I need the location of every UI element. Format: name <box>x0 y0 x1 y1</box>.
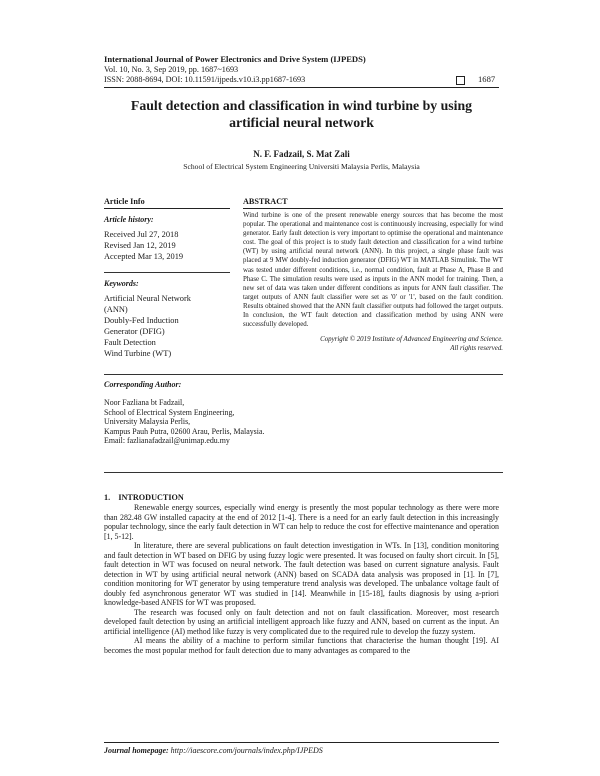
paper-title: Fault detection and classification in wind turbine by using artificial neural network <box>130 98 473 130</box>
history-accepted: Accepted Mar 13, 2019 <box>104 252 184 261</box>
abstract-text: Wind turbine is one of the present renewable energy sources that has become the most popular. The operational and maintenance cost is continuously increasing, especially for wind generator. Early fault detection is very important to optimise the operational and maintenance cost. The goal of this project is to study fault detection and classification for a wind turbine (WT) by using artificial neural network (ANN). In this project, a single phase fault was placed at 9 MW doubly-fed induction generator (DFIG) WT in MATLAB Simulink. The WT was tested under different conditions, i.e., normal condition, fault at Phase A, Phase B and Phase C. The simulation results were used as inputs in the ANN model for training. Then, a new set of data was taken under different conditions as inputs for ANN fault classifier. The target outputs of ANN fault classifier were set as '0' or '1', based on the fault condition. Results obtained showed that the ANN fault classifier outputs had followed the target outputs. In conclusion, the WT fault detection and classification method by using ANN were successfully developed. <box>243 212 503 329</box>
homepage-link[interactable]: http://iaescore.com/journals/index.php/IJPEDS <box>170 746 323 755</box>
rights-line: All rights reserved. <box>450 345 503 353</box>
intro-paragraph: In literature, there are several publications on fault detection investigation in WTs. In [13], condition monitoring and fault detection in WT based on DFIG by using fuzzy logic were presented. It was focused on faulty short circuit. In [5], fault detection in WT was focused on neural network. The fault detection was based on current signature analysis. Fault detection in WT by using artificial neural network (ANN) based on SCADA data analysis was proposed in [1]. In [7], condition monitoring for WT generator by using temperature trend analysis was developed. The unbalance voltage fault of doubly fed asynchronous generator WT was studied in [14]. Meanwhile in [15-18], faults diagnosis by using a-priori knowledge-based ANFIS for WT was proposed. <box>104 541 499 607</box>
footer-divider <box>104 742 499 743</box>
journal-volume: Vol. 10, No. 3, Sep 2019, pp. 1687~1693 <box>104 65 239 74</box>
corresponding-author-block <box>104 398 404 446</box>
keywords-label: Keywords: <box>104 279 139 288</box>
homepage-label: Journal homepage: <box>104 746 169 755</box>
copyright-line: Copyright © 2019 Institute of Advanced Engineering and Science. <box>320 336 503 343</box>
abstract-rule <box>243 208 503 209</box>
header-divider <box>104 87 499 88</box>
paper-authors: N. F. Fadzail, S. Mat Zali <box>253 149 350 159</box>
journal-homepage <box>104 746 323 755</box>
intro-paragraph: The research was focused only on fault detection and not on fault classification. Moreover, most research developed fault detection by using an artificial intelligent approach like fuzzy and ANN, based on current as the input. An artificial intelligence (AI) method like fuzzy is very complicated due to the required rule to develop the fuzzy system. <box>104 607 499 636</box>
keyword-line: Doubly-Fed Induction <box>104 316 179 325</box>
corresponding-top-rule <box>104 374 503 375</box>
article-history-list <box>104 229 183 262</box>
intro-paragraph: Renewable energy sources, especially wind energy is presently the most popular technology as there were more than 282.48 GW installed capacity at the end of 2012 [1-4]. There is a need for an early fault detection in this increasingly popular technology, since the early fault detection in WT can help to reduce the cost for effective maintenance and operation [1, 5-12]. <box>104 503 499 541</box>
keyword-line: Wind Turbine (WT) <box>104 349 172 358</box>
intro-paragraph: AI means the ability of a machine to perform similar functions that characterise the human thought [19]. AI becomes the most popular method for fault detection due to many advantages as compared to the <box>104 636 499 655</box>
introduction-heading: 1. INTRODUCTION <box>104 493 184 502</box>
corresponding-school: School of Electrical System Engineering, <box>104 407 235 417</box>
history-rule <box>104 272 230 273</box>
article-history-label: Article history: <box>104 215 154 224</box>
keyword-line: Artificial Neural Network <box>104 294 191 303</box>
keyword-line: (ANN) <box>104 305 128 314</box>
journal-issn-doi: ISSN: 2088-8694, DOI: 10.11591/ijpeds.v10.i3.pp1687-1693 <box>104 75 306 84</box>
corresponding-heading: Corresponding Author: <box>104 380 182 389</box>
article-info-rule <box>104 208 230 209</box>
corresponding-university: University Malaysia Perlis, <box>104 417 191 427</box>
page-number: 1687 <box>478 74 496 84</box>
history-revised: Revised Jan 12, 2019 <box>104 241 176 250</box>
journal-name: International Journal of Power Electronics and Drive System (IJPEDS) <box>104 54 366 64</box>
square-icon <box>456 76 465 85</box>
history-received: Received Jul 27, 2018 <box>104 230 179 239</box>
corresponding-address: Kampus Pauh Putra, 02600 Arau, Perlis, Malaysia. <box>104 426 265 436</box>
corresponding-name: Noor Fazliana bt Fadzail, <box>104 398 185 407</box>
corresponding-email: Email: fazlianafadzail@unimap.edu.my <box>104 436 230 446</box>
abstract-heading: ABSTRACT <box>243 197 288 206</box>
keyword-line: Fault Detection <box>104 338 156 347</box>
keywords-list <box>104 293 191 359</box>
author-affiliation: School of Electrical System Engineering Universiti Malaysia Perlis, Malaysia <box>183 162 420 171</box>
introduction-body <box>104 503 499 655</box>
corresponding-bottom-rule <box>104 472 503 473</box>
copyright-notice <box>243 335 503 354</box>
article-info-heading: Article Info <box>104 197 145 206</box>
keyword-line: Generator (DFIG) <box>104 327 165 336</box>
